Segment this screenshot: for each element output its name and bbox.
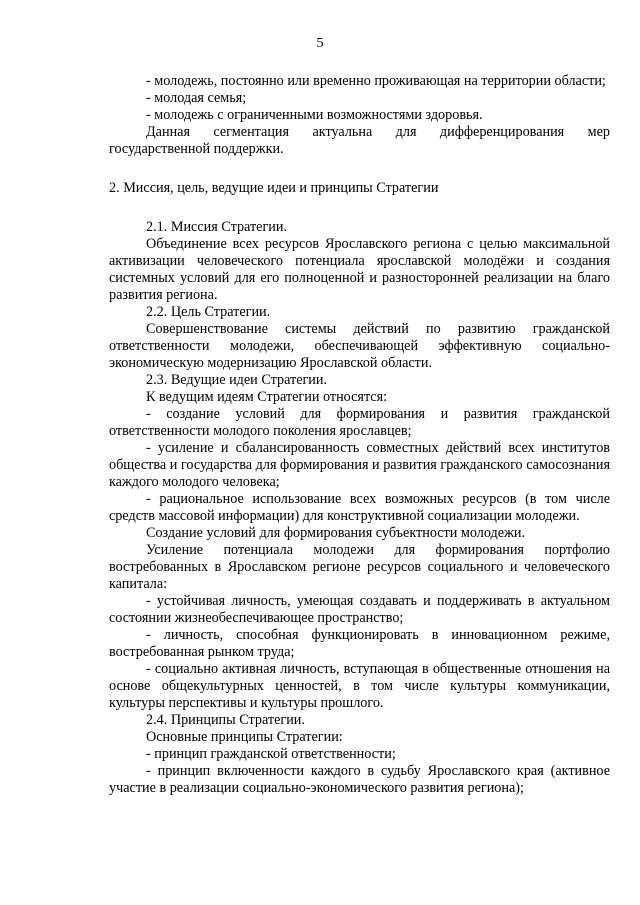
page-number: 5 bbox=[316, 36, 324, 51]
list-item-youth-residents: - молодежь, постоянно или временно проживающая на территории области; bbox=[146, 73, 606, 89]
paragraph-goal: Совершенствование системы действий по развитию гражданской ответственности молодежи, обеспечивающей эффективную социально-экономическую модернизацию Ярославской области. bbox=[109, 321, 610, 371]
paragraph-principles-intro: Основные принципы Стратегии: bbox=[146, 729, 343, 745]
list-item-principle-1: - принцип гражданской ответственности; bbox=[146, 746, 396, 762]
list-item-idea-3: - рациональное использование всех возможных ресурсов (в том числе средств массовой информации) для конструктивной социализации молодежи. bbox=[109, 491, 610, 524]
list-item-personality-2: - личность, способная функционировать в инновационном режиме, востребованная рынком труда; bbox=[109, 627, 610, 660]
list-item-idea-2: - усиление и сбалансированность совместных действий всех институтов общества и государства для формирования и развития гражданского самосознания каждого молодого человека; bbox=[109, 440, 610, 490]
list-item-idea-1: - создание условий для формирования и развития гражданской ответственности молодого поколения ярославцев; bbox=[109, 406, 610, 439]
paragraph-segmentation: Данная сегментация актуальна для дифференцирования мер государственной поддержки. bbox=[109, 124, 610, 157]
list-item-personality-3: - социально активная личность, вступающая в общественные отношения на основе общекультурных ценностей, в том числе культуры коммуникации, культуры перспективы и культуры прошлого. bbox=[109, 661, 610, 711]
subheading-ideas: 2.3. Ведущие идеи Стратегии. bbox=[146, 372, 328, 388]
list-item-youth-disabilities: - молодежь с ограниченными возможностями здоровья. bbox=[146, 107, 483, 123]
paragraph-mission: Объединение всех ресурсов Ярославского региона с целью максимальной активизации человеческого потенциала ярославской молодёжи и создания системных условий для его полноценной и разносторонней реализации на благо развития региона. bbox=[109, 236, 610, 303]
document-body bbox=[109, 73, 610, 797]
subheading-goal: 2.2. Цель Стратегии. bbox=[146, 304, 271, 320]
section-heading: 2. Миссия, цель, ведущие идеи и принципы Стратегии bbox=[109, 180, 439, 196]
list-item-personality-1: - устойчивая личность, умеющая создавать и поддерживать в актуальном состоянии жизнеобеспечивающее пространство; bbox=[109, 593, 610, 626]
paragraph-subjectivity: Создание условий для формирования субъектности молодежи. bbox=[146, 525, 526, 541]
paragraph-potential: Усиление потенциала молодежи для формирования портфолио востребованных в Ярославском регионе ресурсов социального и человеческого капитала: bbox=[109, 542, 610, 592]
subheading-principles: 2.4. Принципы Стратегии. bbox=[146, 712, 305, 728]
paragraph-ideas-intro: К ведущим идеям Стратегии относятся: bbox=[146, 389, 388, 405]
list-item-young-family: - молодая семья; bbox=[146, 90, 247, 106]
list-item-principle-2: - принцип включенности каждого в судьбу Ярославского края (активное участие в реализации социально-экономического развития региона); bbox=[109, 763, 610, 796]
subheading-mission: 2.1. Миссия Стратегии. bbox=[146, 219, 288, 235]
